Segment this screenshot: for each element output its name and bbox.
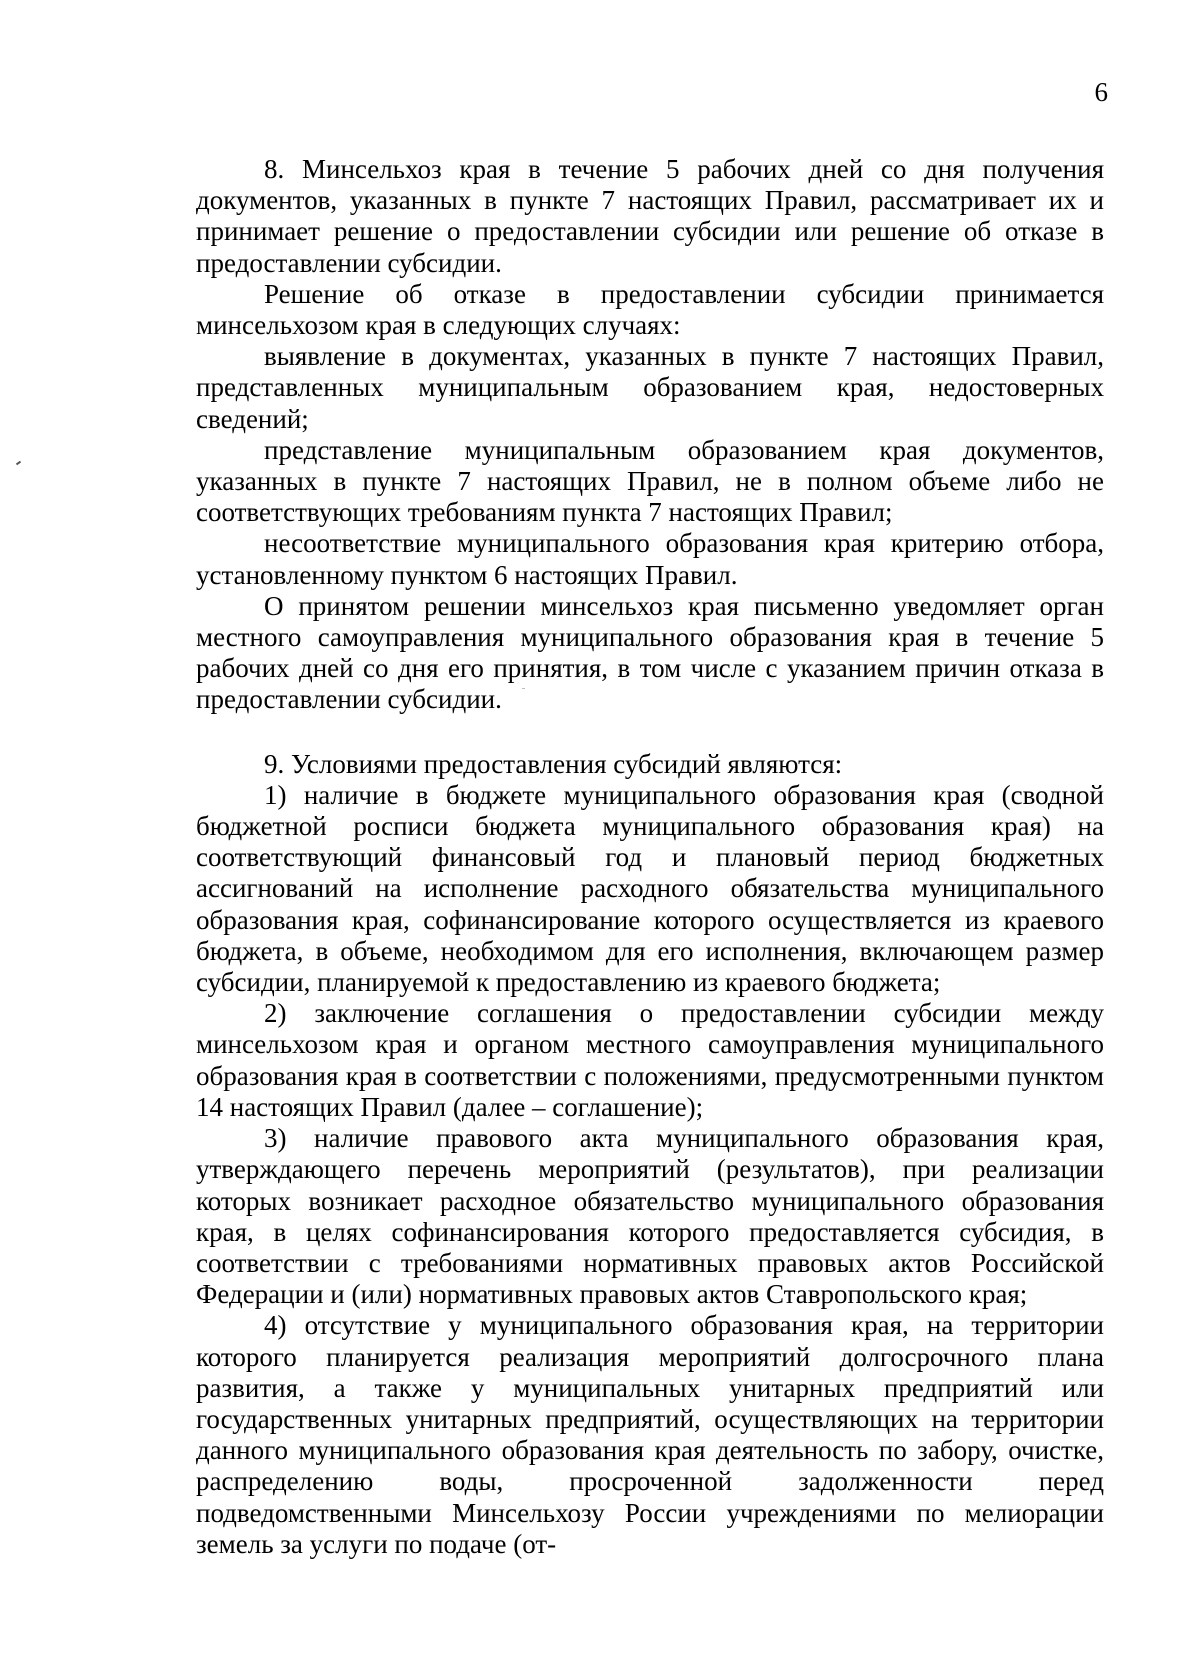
paragraph-refusal-case-1: выявление в документах, указанных в пункте 7 настоящих Правил, представленных муниципальным образованием края, недостоверных сведений; <box>196 341 1104 434</box>
paragraph-refusal-case-3: несоответствие муниципального образования края критерию отбора, установленному пунктом 6 настоящих Правил. <box>196 528 1104 590</box>
document-body <box>196 154 1104 1560</box>
scan-artifact-mark <box>16 461 21 466</box>
paragraph-condition-3: 3) наличие правового акта муниципального образования края, утверждающего перечень мероприятий (результатов), при реализации которых возникает расходное обязательство муниципального образования края, в целях софинансирования которого предоставляется субсидия, в соответствии с требованиями нормативных правовых актов Российской Федерации и (или) нормативных правовых актов Ставропольского края; <box>196 1123 1104 1310</box>
scan-artifact-dot <box>522 688 525 689</box>
paragraph-condition-4: 4) отсутствие у муниципального образования края, на территории которого планируется реализация мероприятий долгосрочного плана развития, а также у муниципальных унитарных предприятий или государственных унитарных предприятий, осуществляющих на территории данного муниципального образования края деятельность по забору, очистке, распределению воды, просроченной задолженности перед подведомственными Минсельхозу России учреждениями по мелиорации земель за услуги по подаче (от- <box>196 1310 1104 1559</box>
page-number: 6 <box>1094 77 1108 107</box>
paragraph-refusal-cases: Решение об отказе в предоставлении субсидии принимается минсельхозом края в следующих случаях: <box>196 278 1104 341</box>
paragraph-refusal-case-2: представление муниципальным образованием края документов, указанных в пункте 7 настоящих Правил, не в полном объеме либо не соответствующих требованиям пункта 7 настоящих Правил; <box>196 434 1104 528</box>
paragraph-condition-1: 1) наличие в бюджете муниципального образования края (сводной бюджетной росписи бюджета муниципального образования края) на соответствующий финансовый год и плановый период бюджетных ассигнований на исполнение расходного обязательства муниципального образования края, софинансирование которого осуществляется из краевого бюджета, в объеме, необходимом для его исполнения, включающем размер субсидии, планируемой к предоставлению из краевого бюджета; <box>196 779 1104 998</box>
paragraph-condition-2: 2) заключение соглашения о предоставлении субсидии между минсельхозом края и органом местного самоуправления муниципального образования края в соответствии с положениями, предусмотренными пунктом 14 настоящих Правил (далее – соглашение); <box>196 998 1104 1122</box>
paragraph-9-intro: 9. Условиями предоставления субсидий являются: <box>264 748 843 779</box>
paragraph-notice: О принятом решении минсельхоз края письменно уведомляет орган местного самоуправления муниципального образования края в течение 5 рабочих дней со дня его принятия, в том числе с указанием причин отказа в предоставлении субсидии. <box>196 590 1104 715</box>
paragraph-8-intro: 8. Минсельхоз края в течение 5 рабочих дней со дня получения документов, указанных в пункте 7 настоящих Правил, рассматривает их и принимает решение о предоставлении субсидии или решение об отказе в предоставлении субсидии. <box>196 154 1104 278</box>
